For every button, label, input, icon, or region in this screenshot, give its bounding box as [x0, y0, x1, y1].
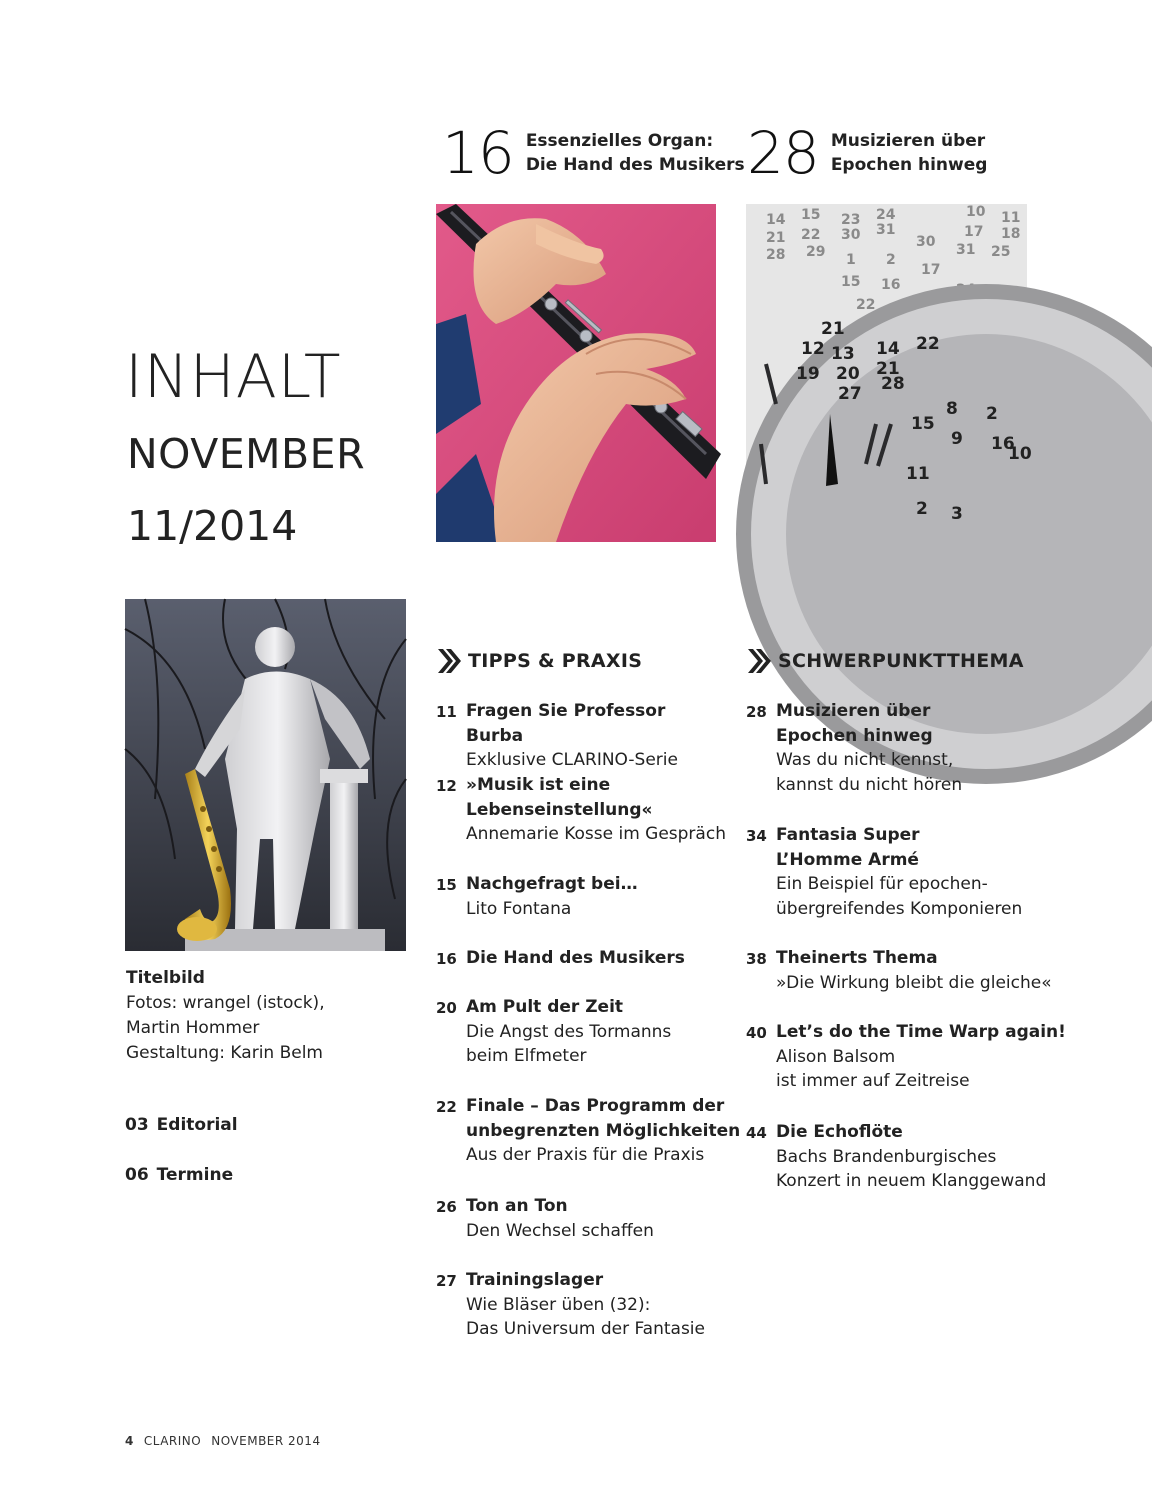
svg-text:2: 2 — [916, 499, 928, 519]
toc-title: Theinerts Thema — [776, 948, 938, 968]
toc-subtitle: Den Wechsel schaffen — [466, 1220, 654, 1241]
toc-page-number: 27 — [436, 1272, 457, 1290]
page-footer — [125, 1434, 331, 1448]
feature-header-2[interactable] — [747, 119, 988, 187]
svg-text:23: 23 — [841, 212, 861, 228]
svg-text:16: 16 — [991, 434, 1015, 454]
caption-line: Martin Hommer — [126, 1018, 260, 1038]
svg-text:2: 2 — [886, 252, 896, 268]
toc-title: Musizieren über Epochen hinweg — [776, 701, 933, 746]
page-title: INHALT — [125, 342, 342, 412]
toc-title: Die Hand des Musikers — [466, 948, 685, 968]
svg-text:31: 31 — [956, 242, 976, 258]
svg-text:25: 25 — [991, 244, 1011, 260]
toc-subtitle: Aus der Praxis für die Praxis — [466, 1145, 705, 1166]
svg-text:14: 14 — [766, 212, 786, 228]
toc-title: Die Echoflöte — [776, 1122, 903, 1142]
toc-subtitle: Alison Balsom ist immer auf Zeitreise — [776, 1046, 970, 1092]
svg-text:27: 27 — [838, 384, 862, 404]
toc-title: Termine — [156, 1165, 234, 1185]
toc-page-number: 22 — [436, 1098, 457, 1116]
toc-entry[interactable] — [436, 1268, 726, 1342]
svg-text:10: 10 — [966, 204, 986, 220]
toc-title: »Musik ist eine Lebenseinstellung« — [466, 775, 653, 820]
cover-statue-photo[interactable] — [125, 599, 406, 951]
footer-date: NOVEMBER 2014 — [211, 1434, 321, 1448]
toc-title: Fantasia Super L’Homme Armé — [776, 825, 920, 870]
svg-text:16: 16 — [881, 277, 901, 293]
caption-line: Gestaltung: Karin Belm — [126, 1043, 323, 1063]
toc-page-number: 28 — [746, 703, 767, 721]
svg-text:14: 14 — [876, 339, 900, 359]
feature-page-number: 28 — [747, 119, 819, 187]
toc-page-number: 40 — [746, 1024, 767, 1042]
toc-title: Finale – Das Programm der unbegrenzten Möglichkeiten — [466, 1096, 741, 1141]
toc-entry-editorial[interactable] — [125, 1115, 238, 1135]
toc-subtitle: Lito Fontana — [466, 898, 572, 919]
caption-title: Titelbild — [126, 968, 205, 988]
toc-page-number: 20 — [436, 999, 457, 1017]
svg-text:28: 28 — [881, 374, 905, 394]
toc-title: Let’s do the Time Warp again! — [776, 1022, 1066, 1042]
double-chevron-icon — [746, 647, 772, 675]
svg-text:2: 2 — [986, 404, 998, 424]
svg-text:12: 12 — [801, 339, 825, 359]
issue-month: NOVEMBER — [127, 430, 366, 478]
toc-entry[interactable] — [436, 773, 726, 847]
toc-page-number: 34 — [746, 827, 767, 845]
svg-text:22: 22 — [856, 297, 876, 313]
svg-text:15: 15 — [911, 414, 935, 434]
toc-page-number: 26 — [436, 1198, 457, 1216]
svg-text:21: 21 — [766, 230, 786, 246]
toc-entry[interactable] — [746, 699, 1036, 798]
svg-text:20: 20 — [836, 364, 860, 384]
toc-subtitle: »Die Wirkung bleibt die gleiche« — [776, 972, 1052, 993]
issue-number: 11/2014 — [127, 502, 298, 550]
toc-page-number: 44 — [746, 1124, 767, 1142]
svg-text:24: 24 — [876, 207, 896, 223]
toc-entry[interactable] — [436, 946, 726, 972]
svg-text:22: 22 — [916, 334, 940, 354]
clarinet-hands-photo[interactable] — [436, 204, 716, 542]
toc-page-number: 16 — [436, 950, 457, 968]
cover-caption — [126, 966, 325, 1066]
svg-text:28: 28 — [766, 247, 786, 263]
toc-title: Fragen Sie Professor Burba — [466, 701, 666, 746]
svg-text:17: 17 — [921, 262, 941, 278]
toc-entry[interactable] — [436, 1094, 756, 1168]
footer-magazine: CLARINO — [143, 1434, 202, 1448]
toc-page-number: 06 — [125, 1165, 149, 1185]
toc-entry[interactable] — [436, 872, 726, 921]
toc-entry[interactable] — [746, 1020, 1066, 1094]
toc-subtitle: Bachs Brandenburgisches Konzert in neuem Klanggewand — [776, 1146, 1047, 1192]
svg-text:21: 21 — [821, 319, 845, 339]
toc-subtitle: Was du nicht kennst, kannst du nicht hören — [776, 750, 963, 796]
toc-title: Editorial — [156, 1115, 238, 1135]
svg-text:21: 21 — [876, 359, 900, 379]
section-heading-label: SCHWERPUNKTTHEMA — [778, 650, 1024, 672]
toc-subtitle: Annemarie Kosse im Gespräch — [466, 824, 726, 845]
svg-text:11: 11 — [1001, 210, 1021, 226]
toc-title: Am Pult der Zeit — [466, 997, 624, 1017]
svg-text:22: 22 — [801, 227, 821, 243]
toc-subtitle: Ein Beispiel für epochen- übergreifendes Komponieren — [776, 874, 1023, 920]
svg-text:30: 30 — [916, 234, 936, 250]
svg-text:15: 15 — [801, 207, 821, 223]
footer-page-number: 4 — [125, 1434, 134, 1448]
caption-line: Fotos: wrangel (istock), — [126, 993, 325, 1013]
clock-calendar-photo[interactable] — [746, 204, 1032, 542]
svg-text:29: 29 — [806, 244, 826, 260]
toc-entry[interactable] — [746, 946, 1066, 995]
toc-title: Ton an Ton — [466, 1196, 568, 1216]
toc-page-number: 12 — [436, 777, 457, 795]
toc-subtitle: Exklusive CLARINO-Serie — [466, 750, 678, 771]
svg-text:30: 30 — [841, 227, 861, 243]
toc-page-number: 38 — [746, 950, 767, 968]
svg-text:15: 15 — [841, 274, 861, 290]
section-heading-tipps-praxis — [436, 647, 642, 675]
toc-page-number: 11 — [436, 703, 457, 721]
toc-entry[interactable] — [436, 995, 726, 1069]
toc-subtitle: Die Angst des Tormanns beim Elfmeter — [466, 1021, 672, 1067]
toc-entry-termine[interactable] — [125, 1165, 233, 1185]
svg-text:10: 10 — [1008, 444, 1032, 464]
toc-entry[interactable] — [436, 699, 726, 773]
toc-entry[interactable] — [436, 1194, 726, 1243]
feature-title: Essenzielles Organ: Die Hand des Musikers — [525, 131, 745, 175]
svg-text:18: 18 — [1001, 226, 1021, 242]
svg-text:1: 1 — [846, 252, 856, 268]
toc-title: Nachgefragt bei… — [466, 874, 638, 894]
svg-text:3: 3 — [951, 504, 963, 524]
section-heading-label: TIPPS & PRAXIS — [468, 650, 643, 672]
svg-text:19: 19 — [796, 364, 820, 384]
svg-text:17: 17 — [964, 224, 984, 240]
svg-text:11: 11 — [906, 464, 930, 484]
feature-page-number: 16 — [442, 119, 514, 187]
toc-entry[interactable] — [746, 823, 1036, 922]
toc-page-number: 15 — [436, 876, 457, 894]
feature-title: Musizieren über Epochen hinweg — [830, 131, 988, 175]
svg-text:31: 31 — [876, 222, 896, 238]
svg-text:13: 13 — [831, 344, 855, 364]
toc-subtitle: Wie Bläser üben (32): Das Universum der Fantasie — [466, 1294, 705, 1340]
feature-header-1[interactable] — [442, 119, 745, 187]
svg-text:9: 9 — [951, 429, 963, 449]
toc-title: Trainingslager — [466, 1270, 604, 1290]
section-heading-schwerpunktthema — [746, 647, 1024, 675]
double-chevron-icon — [436, 647, 462, 675]
svg-text:8: 8 — [946, 399, 958, 419]
toc-entry[interactable] — [746, 1120, 1066, 1194]
toc-page-number: 03 — [125, 1115, 149, 1135]
